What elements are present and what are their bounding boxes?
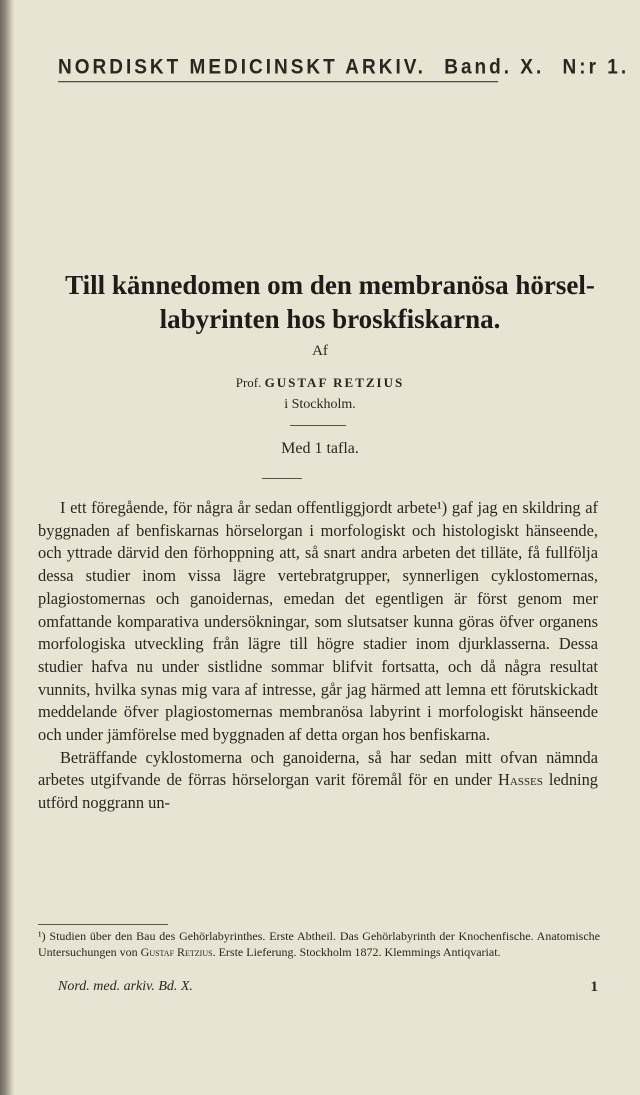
paragraph-2 [38,747,598,815]
article-title-line-2: labyrinten hos broskfiskarna. [159,304,501,334]
paragraph-1: I ett föregående, för några år sedan offentliggjordt arbete¹) gaf jag en skildring af byggnaden af benfiskarnas hörselorgan i morfologiskt och histologiskt hänseende, och yttrade därvid den förhoppning att, så snart andra arbeten det tilläte, få fullfölja dessa studier inom vissa lägre vertebratgrupper, synnerligen cyklostomernas, plagiostomernas och ganoidernas, emedan det egentligen är först genom mer omfattande komparativa undersökningar, som slutsatser kunna göras öfver organens morfologiska utveckling från lägre till högre stadier inom djurklasserna. Dessa studier hafva nu under sistlidne sommar blifvit fortsatta, och då några resultat vunnits, hvilka synas mig vara af intresse, går jag härmed att lemna ett förutskickadt meddelande öfver plagiostomernas membranösa labyrint i morfologiskt hänseende och under jämförelse med byggnaden af detta organ hos benfiskarna. [38,498,598,745]
author-line [0,375,640,391]
page-binding-edge [0,0,14,1095]
footnote-author: Gustaf Retzius [140,945,213,959]
author-name: GUSTAF RETZIUS [264,375,405,390]
footnote-rule [38,924,168,925]
volume-label: Band. X. [444,55,545,79]
footnote-text-end: . Erste Lieferung. Stockholm 1872. Klemmings Antiqvariat. [212,945,501,959]
issue-number: N:r 1. [562,55,630,79]
footnote-text: ¹) Studien über den Bau des Gehörlabyrinthes. Erste Abtheil. Das Gehörlabyrinth der Knochenfische. Anatomische Untersuchungen von [38,929,600,959]
body-text [38,497,598,815]
article-title-line-1: Till kännedomen om den membranösa hörsel- [65,270,595,300]
paragraph-2-text-end: ledning utförd noggrann un- [38,770,599,813]
cited-name: Hasses [498,770,543,790]
journal-name: NORDISKT MEDICINSKT ARKIV. [58,55,426,79]
divider-rule-small [262,478,302,479]
plate-note: Med 1 tafla. [281,440,359,457]
signature-line [58,979,598,999]
paragraph-2-text: Beträffande cyklostomerna och ganoiderna, så har sedan mitt ofvan nämnda arbetes utgifvande de förras hörselorgan varit föremål för en under [38,747,598,790]
divider-rule [290,425,346,426]
signature-number: 1 [590,979,598,995]
byline-af: Af [312,343,328,359]
author-prefix: Prof. [235,375,262,390]
running-header [58,55,630,83]
author-place: i Stockholm. [284,397,356,412]
signature-mark: Nord. med. arkiv. Bd. X. [58,979,193,994]
footnote [38,928,600,960]
